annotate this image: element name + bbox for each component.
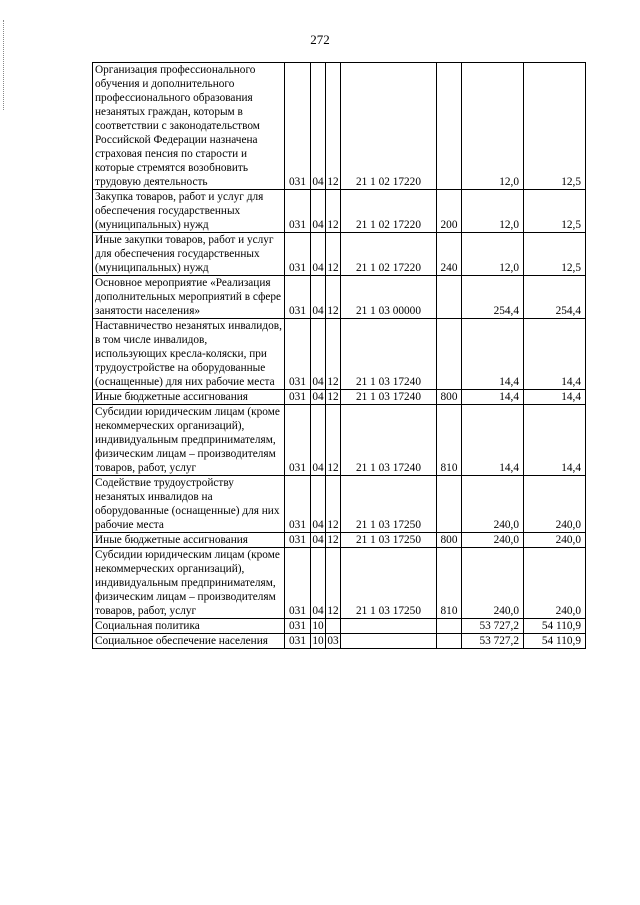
code-vr: 810 (437, 548, 462, 619)
code-pr: 12 (326, 63, 341, 190)
row-name: Организация профессионального обучения и дополнительного профессионального образования незанятых граждан, которым в соответствии с законодательством Российской Федерации назначена страховая пенсия по старости и которые стремятся возобновить трудовую деятельность (93, 63, 285, 190)
table-row (93, 476, 586, 533)
code-vr: 810 (437, 405, 462, 476)
code-gr: 031 (285, 476, 311, 533)
amount-year2: 240,0 (524, 476, 586, 533)
code-rz: 04 (311, 190, 326, 233)
code-vr (437, 619, 462, 634)
code-gr: 031 (285, 63, 311, 190)
code-gr: 031 (285, 619, 311, 634)
code-cs: 21 1 02 17220 (341, 233, 437, 276)
table-row (93, 319, 586, 390)
table-row (93, 405, 586, 476)
code-cs: 21 1 03 00000 (341, 276, 437, 319)
amount-year1: 14,4 (462, 405, 524, 476)
row-name: Иные бюджетные ассигнования (93, 390, 285, 405)
amount-year1: 240,0 (462, 533, 524, 548)
row-name: Содействие трудоустройству незанятых инвалидов на оборудованные (оснащенные) для них рабочие места (93, 476, 285, 533)
amount-year1: 12,0 (462, 63, 524, 190)
code-gr: 031 (285, 233, 311, 276)
amount-year2: 12,5 (524, 63, 586, 190)
code-gr: 031 (285, 533, 311, 548)
code-rz: 04 (311, 233, 326, 276)
code-rz: 04 (311, 405, 326, 476)
code-cs: 21 1 02 17220 (341, 63, 437, 190)
code-pr: 12 (327, 391, 339, 403)
table-row (93, 390, 586, 405)
row-name: Субсидии юридическим лицам (кроме некоммерческих организаций), индивидуальным предпринимателям, физическим лицам – производителям товаров, работ, услуг (93, 548, 285, 619)
page-number: 272 (310, 32, 330, 47)
code-pr: 12 (327, 534, 339, 546)
amount-year2: 54 110,9 (524, 619, 586, 634)
table-row (93, 548, 586, 619)
code-rz: 04 (311, 319, 326, 390)
code-vr (437, 634, 462, 649)
table-row (93, 533, 586, 548)
row-name: Социальное обеспечение населения (93, 634, 285, 649)
table-row (93, 233, 586, 276)
amount-year2: 240,0 (524, 533, 586, 548)
code-cs (341, 619, 437, 634)
code-gr: 031 (285, 190, 311, 233)
amount-year1: 12,0 (462, 190, 524, 233)
code-vr: 240 (437, 233, 462, 276)
code-pr (326, 619, 341, 634)
code-vr (437, 319, 462, 390)
amount-year1: 14,4 (462, 390, 524, 405)
row-name: Наставничество незанятых инвалидов, в том числе инвалидов, использующих кресла-коляски, при трудоустройстве на оборудованные (оснащенные) для них рабочие места (93, 319, 285, 390)
code-rz: 04 (312, 534, 324, 546)
table-row (93, 190, 586, 233)
code-vr (437, 276, 462, 319)
code-gr: 031 (285, 548, 311, 619)
code-rz: 04 (311, 63, 326, 190)
code-rz: 04 (311, 476, 326, 533)
amount-year1: 12,0 (462, 233, 524, 276)
code-pr: 12 (326, 548, 341, 619)
code-pr: 12 (326, 319, 341, 390)
amount-year2: 54 110,9 (524, 634, 586, 649)
code-cs: 21 1 03 17240 (341, 405, 437, 476)
code-rz: 04 (312, 391, 324, 403)
amount-year1: 14,4 (462, 319, 524, 390)
amount-year1: 240,0 (462, 476, 524, 533)
amount-year2: 14,4 (524, 405, 586, 476)
amount-year2: 12,5 (524, 190, 586, 233)
row-name: Иные бюджетные ассигнования (93, 533, 285, 548)
code-cs: 21 1 02 17220 (341, 190, 437, 233)
code-vr: 800 (437, 533, 462, 548)
table-body (93, 63, 586, 649)
code-pr: 12 (326, 233, 341, 276)
code-pr: 12 (326, 405, 341, 476)
code-rz: 10 (312, 635, 324, 647)
code-pr: 12 (326, 190, 341, 233)
code-vr (437, 63, 462, 190)
table-row (93, 634, 586, 649)
amount-year2: 240,0 (524, 548, 586, 619)
amount-year1: 53 727,2 (462, 619, 524, 634)
code-gr: 031 (285, 276, 311, 319)
budget-table (92, 62, 586, 649)
code-gr: 031 (285, 319, 311, 390)
code-pr: 12 (326, 276, 341, 319)
row-name: Основное мероприятие «Реализация дополнительных мероприятий в сфере занятости населения» (93, 276, 285, 319)
amount-year1: 53 727,2 (462, 634, 524, 649)
code-cs: 21 1 03 17250 (341, 476, 437, 533)
code-cs: 21 1 03 17250 (341, 533, 437, 548)
table-row (93, 619, 586, 634)
amount-year2: 14,4 (524, 390, 586, 405)
code-vr: 200 (437, 190, 462, 233)
code-vr (437, 476, 462, 533)
row-name: Иные закупки товаров, работ и услуг для обеспечения государственных (муниципальных) нужд (93, 233, 285, 276)
row-name: Социальная политика (93, 619, 285, 634)
code-pr: 12 (326, 476, 341, 533)
amount-year2: 12,5 (524, 233, 586, 276)
code-rz: 04 (311, 548, 326, 619)
code-cs: 21 1 03 17240 (341, 319, 437, 390)
amount-year2: 14,4 (524, 319, 586, 390)
amount-year2: 254,4 (524, 276, 586, 319)
code-gr: 031 (285, 405, 311, 476)
code-gr: 031 (285, 390, 311, 405)
amount-year1: 254,4 (462, 276, 524, 319)
code-cs (341, 634, 437, 649)
code-cs: 21 1 03 17240 (341, 390, 437, 405)
code-rz: 10 (312, 620, 324, 632)
code-gr: 031 (285, 634, 311, 649)
code-rz: 04 (311, 276, 326, 319)
code-pr: 03 (327, 635, 339, 647)
row-name: Субсидии юридическим лицам (кроме некоммерческих организаций), индивидуальным предпринимателям, физическим лицам – производителям товаров, работ, услуг (93, 405, 285, 476)
amount-year1: 240,0 (462, 548, 524, 619)
code-cs: 21 1 03 17250 (341, 548, 437, 619)
row-name: Закупка товаров, работ и услуг для обеспечения государственных (муниципальных) нужд (93, 190, 285, 233)
table-row (93, 276, 586, 319)
table-row (93, 63, 586, 190)
code-vr: 800 (437, 390, 462, 405)
